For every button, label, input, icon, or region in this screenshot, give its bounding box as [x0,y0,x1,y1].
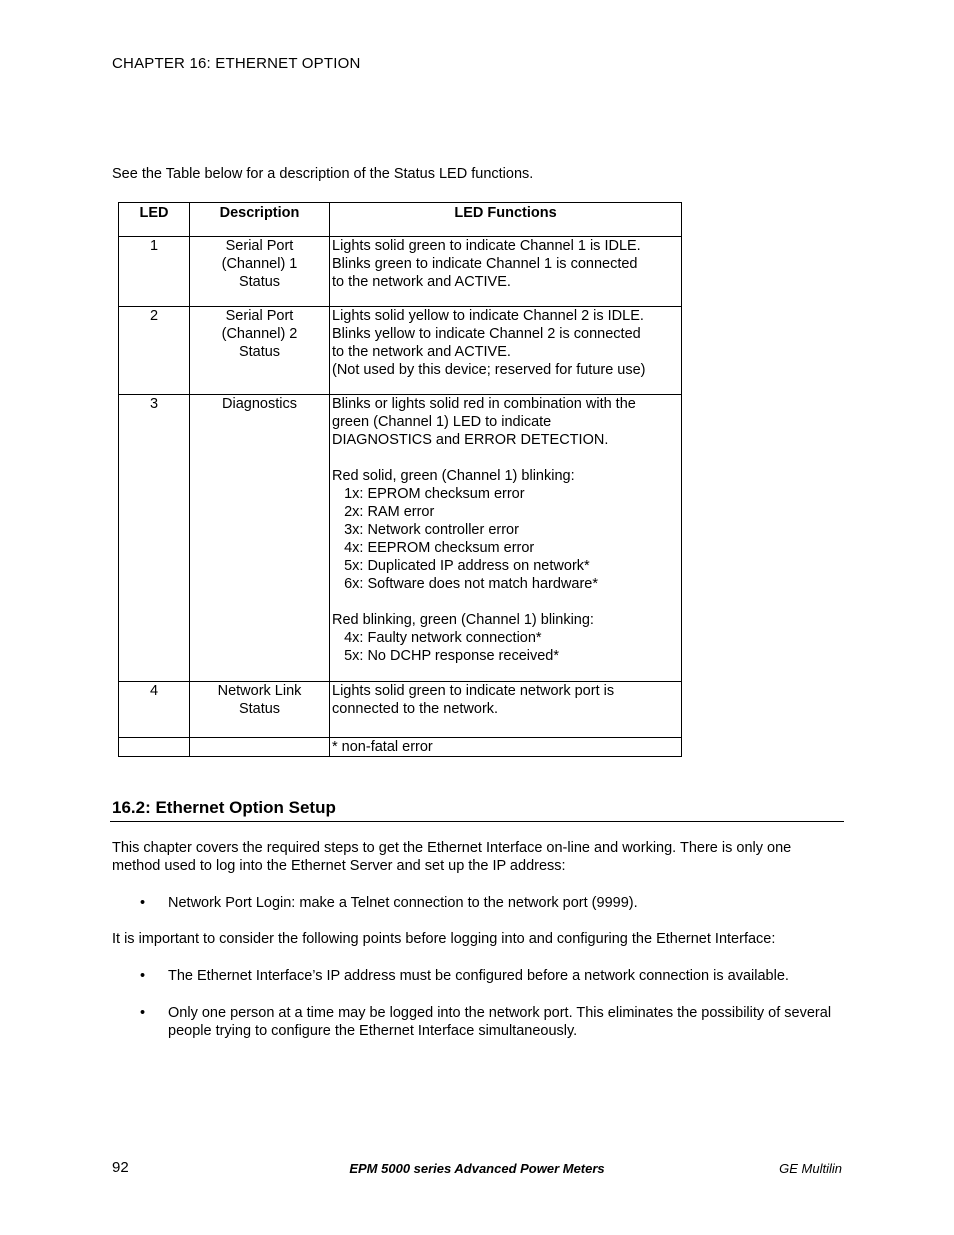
footer-title: EPM 5000 series Advanced Power Meters [349,1161,605,1176]
table-row [119,395,682,682]
led-number: 4 [119,682,190,738]
led-functions: Blinks or lights solid red in combination with the green (Channel 1) LED to indicate DIAGNOSTICS and ERROR DETECTION. Red solid, green (Channel 1) blinking: 1x: EPROM checksum error 2x: RAM error 3x: Network controller error 4x: EEPROM checksum error 5x: Duplicated IP address on network* 6x: Software does not match hardware* Red blinking, green (Channel 1) blinking: 4x: Faulty network connection* 5x: No DCHP response received* [330,395,682,682]
list-item [140,894,840,912]
led-description: Serial Port (Channel) 2 Status [190,307,330,395]
footer-company: GE Multilin [779,1161,842,1176]
bullet-text: Only one person at a time may be logged into the network port. This eliminates the possibility of several people trying to configure the Ethernet Interface simultaneously. [168,1005,832,1039]
bullet-icon: • [140,968,146,984]
chapter-header: CHAPTER 16: ETHERNET OPTION [112,55,361,72]
led-number: 3 [119,395,190,682]
led-table [118,202,682,757]
header-led: LED [119,203,190,237]
table-header-row [119,203,682,237]
page-number: 92 [112,1159,129,1176]
table-row [119,237,682,307]
led-functions: Lights solid green to indicate network port is connected to the network. [330,682,682,738]
led-description: Network Link Status [190,682,330,738]
list-item [140,1004,840,1040]
table-footnote: * non-fatal error [330,738,682,757]
header-description: Description [190,203,330,237]
bullet-text: The Ethernet Interface’s IP address must be configured before a network connection is available. [168,968,789,984]
intro-text: See the Table below for a description of the Status LED functions. [112,166,534,182]
bullet-text: Network Port Login: make a Telnet connection to the network port (9999). [168,895,638,911]
header-functions: LED Functions [330,203,682,237]
table-row [119,682,682,738]
section-divider [110,821,844,822]
bullet-icon: • [140,1005,146,1021]
section-paragraph-2: It is important to consider the following points before logging into and configuring the Ethernet Interface: [112,931,776,947]
led-description: Diagnostics [190,395,330,682]
led-functions: Lights solid green to indicate Channel 1 is IDLE. Blinks green to indicate Channel 1 is connected to the network and ACTIVE. [330,237,682,307]
led-number: 1 [119,237,190,307]
table-row [119,307,682,395]
led-description: Serial Port (Channel) 1 Status [190,237,330,307]
led-number: 2 [119,307,190,395]
list-item [140,967,840,985]
section-title: 16.2: Ethernet Option Setup [112,798,336,817]
bullet-icon: • [140,895,146,911]
led-number [119,738,190,757]
led-functions: Lights solid yellow to indicate Channel 2 is IDLE. Blinks yellow to indicate Channel 2 is connected to the network and ACTIVE. (Not used by this device; reserved for future use) [330,307,682,395]
table-row [119,738,682,757]
led-description [190,738,330,757]
section-paragraph-1: This chapter covers the required steps to get the Ethernet Interface on-line and working. There is only one method used to log into the Ethernet Server and set up the IP address: [112,840,792,874]
